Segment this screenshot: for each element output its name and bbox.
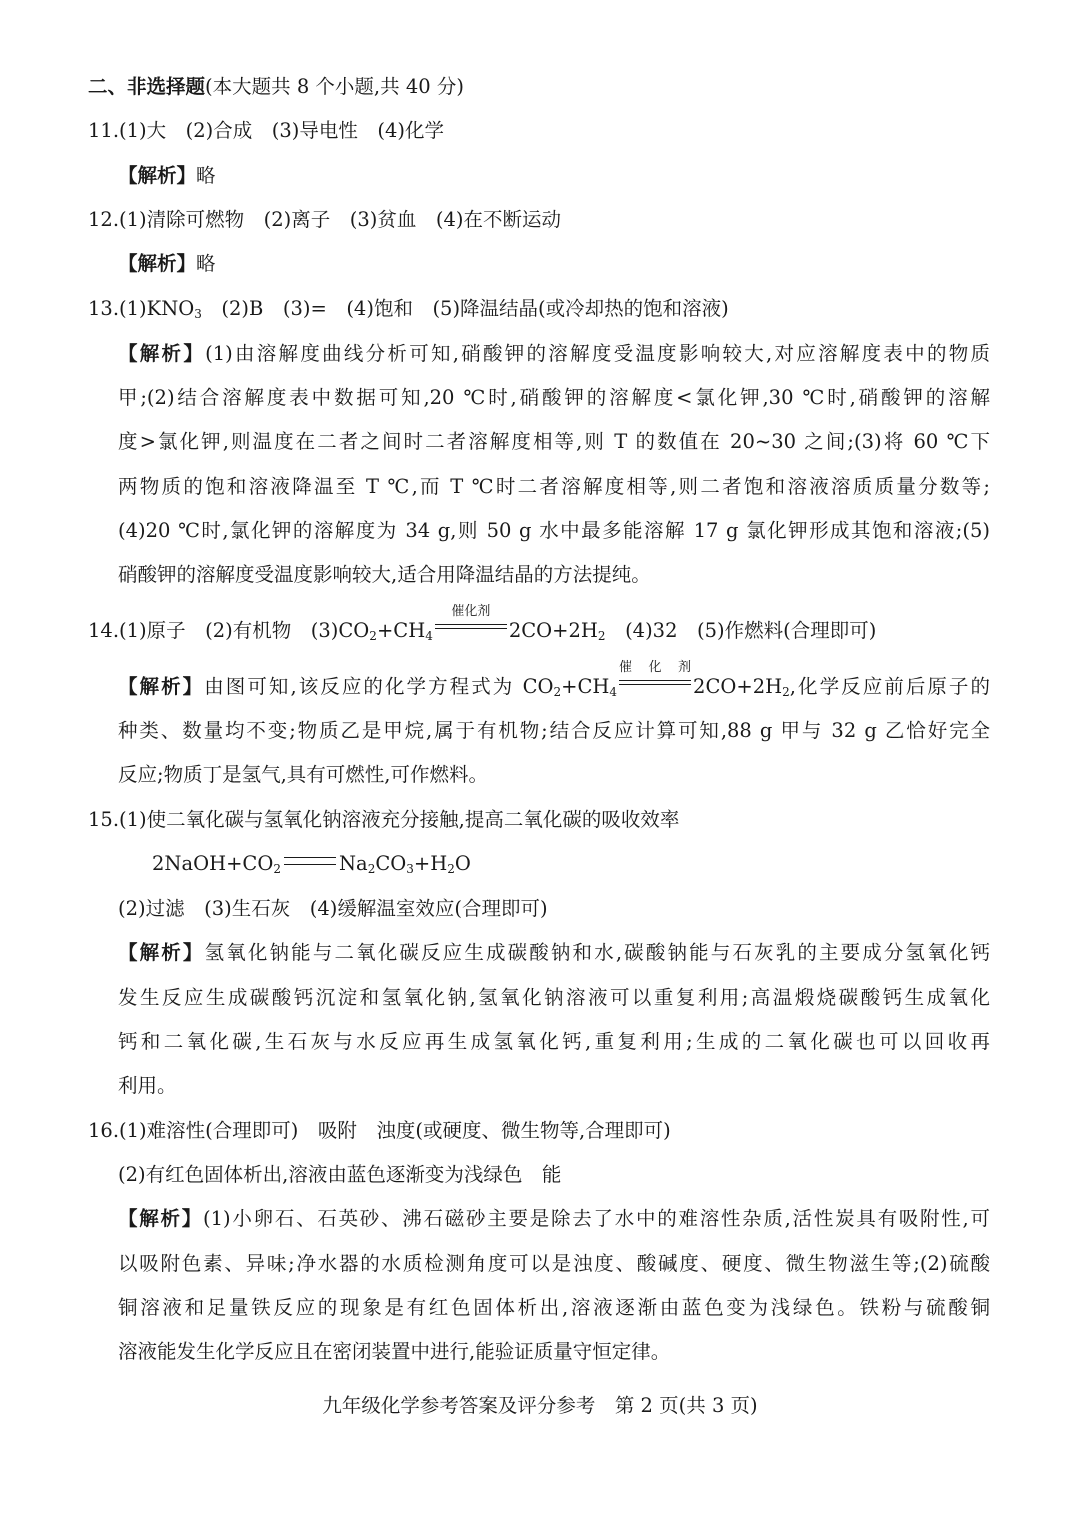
q14-analysis-text: 2CO+2H [693, 675, 783, 698]
equation-part: +H [413, 852, 448, 875]
equation-part: O [454, 852, 471, 875]
q15-analysis-line-4: 利用。 [118, 1074, 177, 1097]
analysis-label: 【解析】 [118, 252, 197, 275]
equation-part: Na [338, 852, 368, 875]
q11-analysis [118, 162, 216, 190]
q13-answer-part: 13.(1)KNO [88, 297, 195, 320]
q14-analysis-text: +CH [561, 675, 610, 698]
subscript: 2 [367, 862, 376, 876]
q11-analysis-text: 略 [196, 164, 216, 187]
q15-equation [152, 850, 471, 878]
analysis-label: 【解析】 [118, 1207, 203, 1230]
section-heading [88, 73, 464, 101]
q13-analysis-line-5: (4)20 ℃时,氯化钾的溶解度为 34 g,则 50 g 水中最多能溶解 17 g 氯化钾形成其饱和溶液;(5) [118, 519, 990, 542]
q13-analysis-line-1 [118, 340, 990, 368]
q16-answer-1: 16.(1)难溶性(合理即可) 吸附 浊度(或硬度、微生物等,合理即可) [88, 1119, 671, 1142]
q14-analysis-line-2: 种类、数量均不变;物质乙是甲烷,属于有机物;结合反应计算可知,88 g 甲与 32 g 乙恰好完全 [118, 719, 990, 742]
subscript: 2 [782, 685, 790, 699]
subscript: 2 [447, 862, 455, 876]
subscript: 2 [369, 629, 377, 643]
q14-answer [88, 604, 877, 645]
catalyst-arrow [435, 604, 507, 632]
section-title: 二、非选择题 [88, 75, 206, 98]
q14-answer-part: 2CO+2H [508, 619, 598, 642]
q16-analysis-line-3: 铜溶液和足量铁反应的现象是有红色固体析出,溶液逐渐由蓝色变为浅绿色。铁粉与硫酸铜 [118, 1296, 990, 1319]
q15-answer-2: (2)过滤 (3)生石灰 (4)缓解温室效应(合理即可) [118, 897, 548, 920]
equation-part: CO [375, 852, 407, 875]
q15-analysis-line-1 [118, 939, 990, 967]
q15-answer-1: 15.(1)使二氧化碳与氢氧化钠溶液充分接触,提高二氧化碳的吸收效率 [88, 808, 680, 831]
subscript: 2 [553, 685, 562, 699]
catalyst-arrow [619, 660, 692, 688]
q12-analysis-text: 略 [196, 252, 216, 275]
analysis-label: 【解析】 [118, 941, 205, 964]
q16-analysis-line-1 [118, 1205, 990, 1233]
q14-analysis-line-3: 反应;物质丁是氢气,具有可燃性,可作燃料。 [118, 763, 488, 786]
q16-analysis-line-2: 以吸附色素、异味;净水器的水质检测角度可以是浊度、酸碱度、硬度、微生物滋生等;(2)硫酸 [118, 1252, 990, 1275]
equation-part: 2NaOH+CO [152, 852, 274, 875]
q13-answer-part: (2)B (3)= (4)饱和 (5)降温结晶(或冷却热的饱和溶液) [201, 297, 729, 320]
q16-analysis-text: (1)小卵石、石英砂、沸石磁砂主要是除去了水中的难溶性杂质,活性炭具有吸附性,可 [202, 1207, 990, 1230]
q16-answer-2: (2)有红色固体析出,溶液由蓝色逐渐变为浅绿色 能 [118, 1163, 562, 1186]
q14-answer-part: 14.(1)原子 (2)有机物 (3)CO [88, 619, 370, 642]
page-footer: 九年级化学参考答案及评分参考 第 2 页(共 3 页) [322, 1394, 758, 1417]
q12-answer: 12.(1)清除可燃物 (2)离子 (3)贫血 (4)在不断运动 [88, 208, 561, 231]
q13-analysis-line-3: 度>氯化钾,则温度在二者之间时二者溶解度相等,则 T 的数值在 20~30 之间;(3)将 60 ℃下 [118, 430, 990, 453]
subscript: 3 [194, 307, 202, 321]
analysis-label: 【解析】 [118, 164, 197, 187]
q13-analysis-line-2: 甲;(2)结合溶解度表中数据可知,20 ℃时,硝酸钾的溶解度<氯化钾,30 ℃时,硝酸钾的溶解 [118, 386, 990, 409]
q14-answer-part: +CH [376, 619, 426, 642]
q13-analysis-line-4: 两物质的饱和溶液降温至 T ℃,而 T ℃时二者溶解度相等,则二者饱和溶液溶质质量分数等; [118, 475, 990, 498]
section-note: (本大题共 8 个小题,共 40 分) [205, 75, 464, 98]
q16-analysis-line-4: 溶液能发生化学反应且在密闭装置中进行,能验证质量守恒定律。 [118, 1340, 671, 1363]
subscript: 2 [273, 862, 281, 876]
analysis-label: 【解析】 [118, 342, 206, 365]
subscript: 4 [425, 629, 433, 643]
q15-analysis-text: 氢氧化钠能与二氧化碳反应生成碳酸钠和水,碳酸钠能与石灰乳的主要成分氢氧化钙 [204, 941, 990, 964]
subscript: 4 [609, 685, 618, 699]
q14-answer-part: (4)32 (5)作燃料(合理即可) [605, 619, 877, 642]
equals-sign [284, 857, 336, 865]
q14-analysis-text: 由图可知,该反应的化学方程式为 CO [204, 675, 554, 698]
q13-answer [88, 295, 729, 323]
analysis-label: 【解析】 [118, 675, 205, 698]
subscript: 3 [406, 862, 414, 876]
q15-analysis-line-3: 钙和二氧化碳,生石灰与水反应再生成氢氧化钙,重复利用;生成的二氧化碳也可以回收再 [118, 1030, 990, 1053]
subscript: 2 [597, 629, 606, 643]
q14-analysis-line-1 [118, 660, 990, 701]
catalyst-label: 催化剂 [451, 604, 491, 619]
q13-analysis-text: (1)由溶解度曲线分析可知,硝酸钾的溶解度受温度影响较大,对应溶解度表中的物质 [205, 342, 990, 365]
q12-analysis [118, 250, 216, 278]
q15-analysis-line-2: 发生反应生成碳酸钙沉淀和氢氧化钠,氢氧化钠溶液可以重复利用;高温煅烧碳酸钙生成氧化 [118, 986, 990, 1009]
catalyst-label: 催化剂 [619, 660, 692, 675]
q13-analysis-line-6: 硝酸钾的溶解度受温度影响较大,适合用降温结晶的方法提纯。 [118, 563, 651, 586]
q11-answer: 11.(1)大 (2)合成 (3)导电性 (4)化学 [88, 119, 444, 142]
q14-analysis-text: ,化学反应前后原子的 [789, 675, 990, 698]
